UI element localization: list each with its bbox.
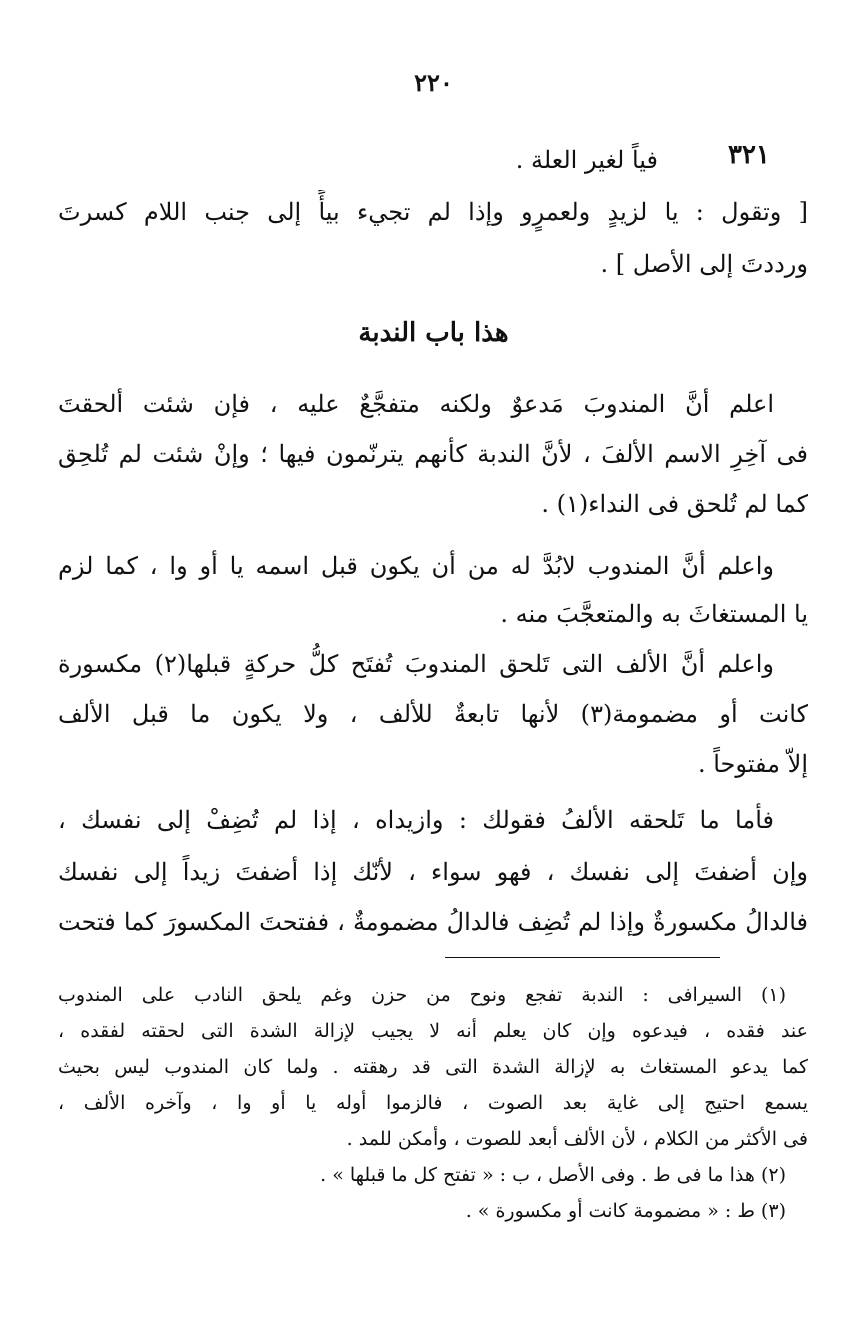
footnote-line: (٣) ط : « مضمومة كانت أو مكسورة » . xyxy=(465,1200,786,1222)
footnote-line: (٢) هذا ما فى ط . وفى الأصل ، ب : « تفتح كل ما قبلها » . xyxy=(320,1164,786,1186)
text-line: ورددتَ إلى الأصل ] . xyxy=(600,250,808,278)
text-line: واعلم أنَّ المندوب لابُدَّ له من أن يكون قبل اسمه يا أو وا ، كما لزم xyxy=(58,552,775,580)
verse-number: ٣٢١ xyxy=(728,140,770,170)
text-line: فأما ما تَلحقه الألفُ فقولك : وازيداه ، إذا لم تُضِفْ إلى نفسك ، xyxy=(58,806,774,834)
text-line: [ وتقول : يا لزيدٍ ولعمرٍو وإذا لم تجيء بيأً إلى جنب اللام كسرتَ xyxy=(58,198,808,226)
text-line: فالدالُ مكسورةٌ وإذا لم تُضِف فالدالُ مضمومةٌ ، ففتحتَ المكسورَ كما فتحت xyxy=(58,908,808,936)
footnote-line: عند فقده ، فيدعوه وإن كان يعلم أنه لا يجيب لإزالة الشدة التى لحقته لفقده ، xyxy=(58,1020,808,1042)
text-line: فى آخِرِ الاسم الألفَ ، لأنَّ الندبة كأنهم يترنّمون فيها ؛ وإنْ شئت لم تُلحِق xyxy=(58,440,808,468)
text-line: إلاّ مفتوحاً . xyxy=(697,750,808,778)
text-line: واعلم أنَّ الألف التى تَلحق المندوبَ تُفتَح كلُّ حركةٍ قبلها(٢) مكسورة xyxy=(58,650,774,678)
footnote-line: فى الأكثر من الكلام ، لأن الألف أبعد للصوت ، وأمكن للمد . xyxy=(346,1128,808,1150)
text-line: كانت أو مضمومة(٣) لأنها تابعةٌ للألف ، ولا يكون ما قبل الألف xyxy=(58,700,808,728)
footnote-divider xyxy=(445,957,720,958)
text-line: فياً لغير العلة . xyxy=(515,146,658,174)
text-line: وإن أضفتَ إلى نفسك ، فهو سواء ، لأنّك إذا أضفتَ زيداً إلى نفسك xyxy=(58,858,808,886)
text-line: كما لم تُلحق فى النداء(١) . xyxy=(541,490,808,518)
section-heading: هذا باب الندبة xyxy=(358,318,509,348)
footnote-line: كما يدعو المستغاث به لإزالة الشدة التى قد رهقته . ولما كان المندوب ليس بحيث xyxy=(58,1056,808,1078)
text-line: اعلم أنَّ المندوبَ مَدعوٌ ولكنه متفجَّعٌ عليه ، فإن شئت ألحقتَ xyxy=(58,390,775,418)
text-line: يا المستغاثَ به والمتعجَّبَ منه . xyxy=(500,600,808,628)
footnote-line: (١) السيرافى : الندبة تفجع ونوح من حزن وغم يلحق النادب على المندوب xyxy=(58,984,786,1006)
page-number: ٢٢٠ xyxy=(414,68,453,97)
footnote-line: يسمع احتيج إلى غاية بعد الصوت ، فالزموا أوله يا أو وا ، وآخره الألف ، xyxy=(58,1092,808,1114)
